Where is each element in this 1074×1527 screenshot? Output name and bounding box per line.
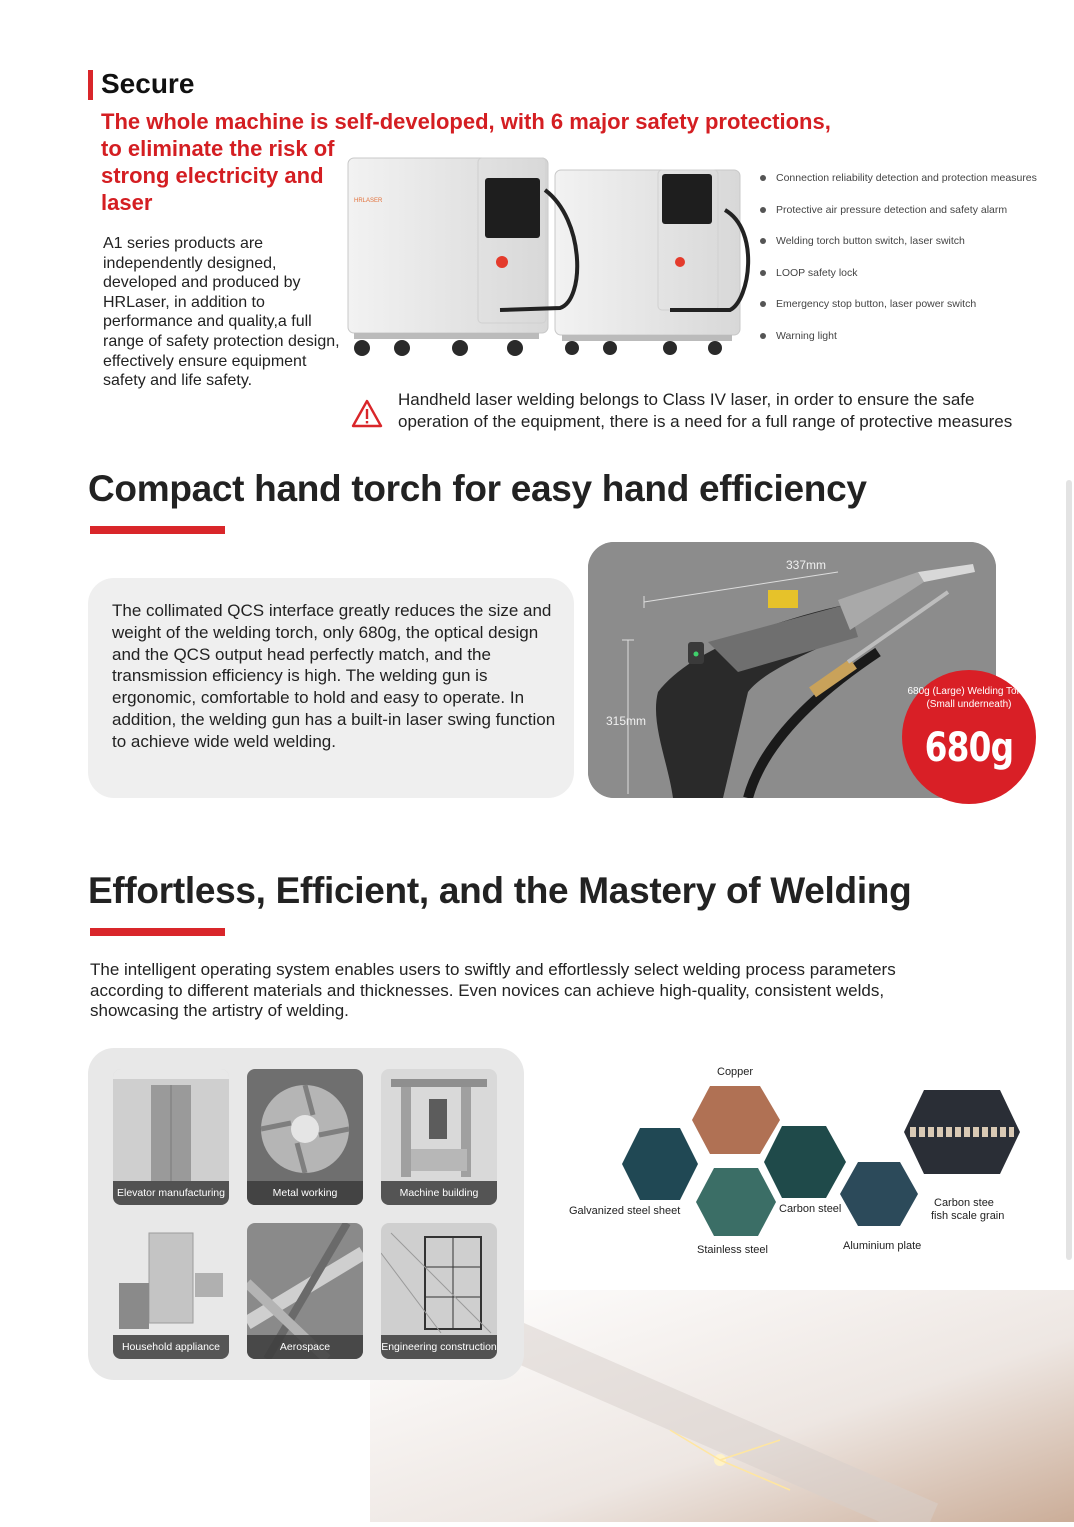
headline-line: laser <box>101 190 153 215</box>
material-label: fish scale grain <box>931 1210 1005 1222</box>
material-label: Carbon steel <box>779 1203 842 1215</box>
material-label: Stainless steel <box>697 1244 768 1256</box>
applications-panel <box>88 1048 524 1380</box>
laser-welder-machines-image <box>340 150 760 370</box>
aluminium-hex <box>840 1162 918 1226</box>
application-tile <box>247 1223 363 1359</box>
galvanized-hex <box>622 1128 698 1200</box>
title-underline <box>90 526 225 534</box>
application-label: Metal working <box>247 1181 363 1205</box>
safety-feature-list <box>758 168 1058 357</box>
feature-item: LOOP safety lock <box>758 263 1058 295</box>
torch-description: The collimated QCS interface greatly reduces the size and weight of the welding torch, only 680g, the optical design and the QCS output head perfectly match, and the transmission efficiency is high. The welding gun is ergonomic, comfortable to hold and easy to operate. In addition, the welding gun has a built-in laser swing function to achieve wide weld welding. <box>112 601 556 751</box>
feature-item: Emergency stop button, laser power switch <box>758 294 1058 326</box>
dimension-length: 337mm <box>786 558 827 572</box>
headline-line: strong electricity and <box>101 163 324 188</box>
section-title-torch: Compact hand torch for easy hand efficiency <box>88 468 867 509</box>
carbon-hex <box>764 1126 846 1198</box>
effortless-description: The intelligent operating system enables users to swiftly and effortlessly select welding process parameters according to different materials and thicknesses. Even novices can achieve high-quality, consistent welds, showcasing the artistry of welding. <box>90 960 896 1020</box>
feature-item: Connection reliability detection and protection measures <box>758 168 1058 200</box>
application-tile <box>381 1069 497 1205</box>
application-label: Aerospace <box>247 1335 363 1359</box>
application-tile <box>381 1223 497 1359</box>
accent-bar <box>88 70 93 100</box>
copper-hex <box>692 1086 780 1154</box>
application-tile <box>113 1069 229 1205</box>
material-label: Copper <box>717 1066 754 1078</box>
section-title-secure: Secure <box>101 68 195 99</box>
application-label: Household appliance <box>113 1335 229 1359</box>
headline-line: The whole machine is self-developed, with 6 major safety protections, <box>101 109 831 134</box>
application-tile <box>113 1223 229 1359</box>
warning-text: Handheld laser welding belongs to Class IV laser, in order to ensure the safe operation of the equipment, there is a need for a full range of protective measures <box>398 390 1013 431</box>
application-label: Machine building <box>381 1181 497 1205</box>
application-label: Engineering construction <box>381 1335 497 1359</box>
stainless-hex <box>696 1168 776 1236</box>
material-label: Galvanized steel sheet <box>569 1205 681 1217</box>
feature-item: Protective air pressure detection and safety alarm <box>758 200 1058 232</box>
badge-caption: 680g (Large) Welding Torch (Small underneath) <box>907 686 1031 710</box>
title-underline <box>90 928 225 936</box>
badge-weight: 680g <box>924 725 1014 771</box>
feature-item: Warning light <box>758 326 1058 358</box>
application-tile <box>247 1069 363 1205</box>
feature-item: Welding torch button switch, laser switch <box>758 231 1058 263</box>
material-label: Carbon stee <box>934 1197 994 1209</box>
section-title-effortless: Effortless, Efficient, and the Mastery of Welding <box>88 870 912 911</box>
dimension-height: 315mm <box>606 714 647 728</box>
weight-badge <box>902 670 1036 804</box>
application-label: Elevator manufacturing <box>113 1181 229 1205</box>
warning-icon <box>350 398 384 430</box>
material-label: Aluminium plate <box>843 1240 922 1252</box>
secure-description: A1 series products are independently designed, developed and produced by HRLaser, in addition to performance and quality,a full range of safety protection design, effectively ensure equipment safety and life safety. <box>103 235 340 390</box>
headline-line: to eliminate the risk of <box>101 136 335 161</box>
svg-text:HRLASER: HRLASER <box>354 198 383 204</box>
scrollbar[interactable] <box>1066 480 1072 1260</box>
